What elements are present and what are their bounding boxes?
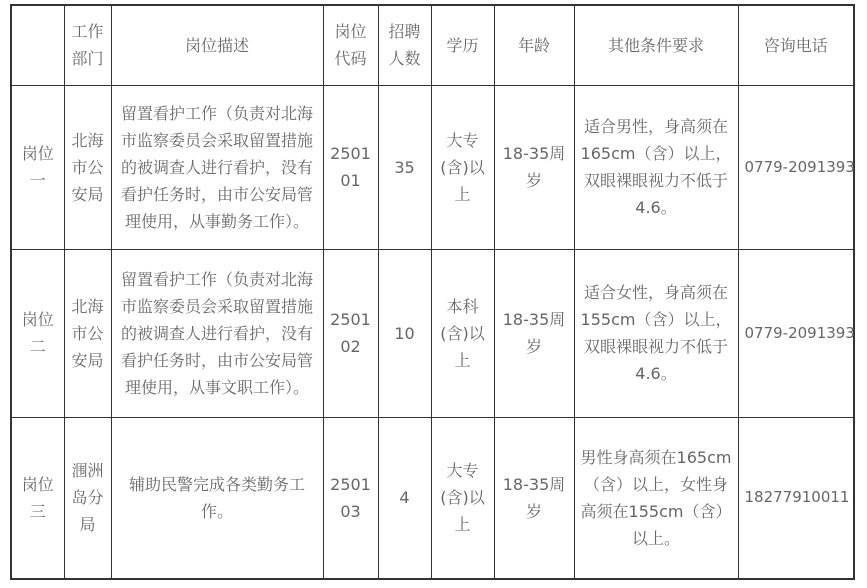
phone-cell: 0779-2091393 xyxy=(738,85,854,249)
requirements-cell: 适合女性，身高须在155cm（含）以上，双眼裸眼视力不低于4.6。 xyxy=(574,249,738,417)
phone-cell: 0779-2091393 xyxy=(738,249,854,417)
table-row xyxy=(11,249,854,417)
education-cell: 本科(含)以上 xyxy=(431,249,494,417)
requirements-cell: 适合男性，身高须在165cm（含）以上，双眼裸眼视力不低于4.6。 xyxy=(574,85,738,249)
post-name-cell: 岗位二 xyxy=(11,249,64,417)
table-row xyxy=(11,417,854,579)
header-phone: 咨询电话 xyxy=(738,5,854,85)
headcount-cell: 35 xyxy=(378,85,431,249)
phone-cell: 18277910011 xyxy=(738,417,854,579)
header-post xyxy=(11,5,64,85)
description-cell: 辅助民警完成各类勤务工作。 xyxy=(111,417,323,579)
job-code-cell: 250103 xyxy=(323,417,378,579)
table-row xyxy=(11,85,854,249)
header-requirements: 其他条件要求 xyxy=(574,5,738,85)
post-name-cell: 岗位三 xyxy=(11,417,64,579)
age-cell: 18-35周岁 xyxy=(494,85,574,249)
header-headcount: 招聘人数 xyxy=(378,5,431,85)
department-cell: 北海市公安局 xyxy=(64,249,111,417)
post-name-cell: 岗位一 xyxy=(11,85,64,249)
description-cell: 留置看护工作（负责对北海市监察委员会采取留置措施的被调查人进行看护，没有看护任务时，由市公安局管理使用，从事勤务工作）。 xyxy=(111,85,323,249)
job-code-cell: 250101 xyxy=(323,85,378,249)
education-cell: 大专(含)以上 xyxy=(431,417,494,579)
job-code-cell: 250102 xyxy=(323,249,378,417)
headcount-cell: 4 xyxy=(378,417,431,579)
header-code: 岗位代码 xyxy=(323,5,378,85)
header-description: 岗位描述 xyxy=(111,5,323,85)
headcount-cell: 10 xyxy=(378,249,431,417)
table-header-row xyxy=(11,5,854,85)
department-cell: 涠洲岛分局 xyxy=(64,417,111,579)
header-age: 年龄 xyxy=(494,5,574,85)
requirements-cell: 男性身高须在165cm（含）以上，女性身高须在155cm（含）以上。 xyxy=(574,417,738,579)
recruitment-table xyxy=(10,4,855,580)
header-department: 工作部门 xyxy=(64,5,111,85)
header-education: 学历 xyxy=(431,5,494,85)
age-cell: 18-35周岁 xyxy=(494,249,574,417)
description-cell: 留置看护工作（负责对北海市监察委员会采取留置措施的被调查人进行看护，没有看护任务时，由市公安局管理使用，从事文职工作）。 xyxy=(111,249,323,417)
department-cell: 北海市公安局 xyxy=(64,85,111,249)
age-cell: 18-35周岁 xyxy=(494,417,574,579)
education-cell: 大专(含)以上 xyxy=(431,85,494,249)
